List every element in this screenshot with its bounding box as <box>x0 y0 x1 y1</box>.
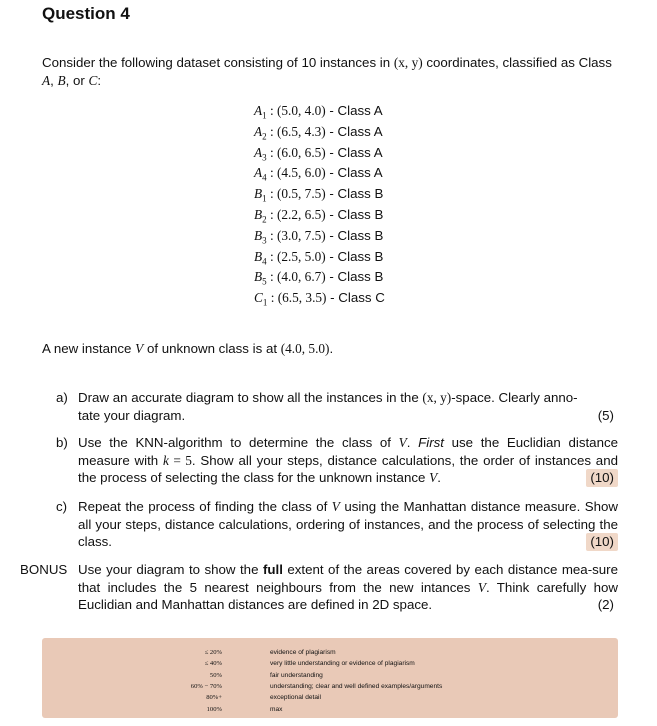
instance-row: $A_4$ : (4.5, 6.0) - Class A <box>254 165 383 184</box>
question-b-mark: (10) <box>586 469 618 487</box>
intro-paragraph: Consider the following dataset consisting of 10 instances in (x, y) coordinates, classified as Class A, B, or C: <box>42 55 612 88</box>
instance-row: $A_1$ : (5.0, 4.0) - Class A <box>254 103 383 121</box>
rubric-row <box>42 658 618 669</box>
rubric-row <box>42 692 618 703</box>
rubric-row <box>42 704 618 715</box>
instance-row: $A_2$ : (6.5, 4.3) - Class A <box>254 123 383 142</box>
instance-list <box>254 101 385 309</box>
question-b-label: b) <box>56 435 68 450</box>
rubric-range: 100% <box>206 705 222 713</box>
question-a-mark: (5) <box>597 407 614 423</box>
question-bonus-mark: (2) <box>597 597 614 612</box>
grading-rubric <box>42 638 618 718</box>
instance-row: $A_3$ : (6.0, 6.5) - Class A <box>254 144 383 163</box>
instance-row: $B_2$ : (2.2, 6.5) - Class B <box>254 206 384 225</box>
rubric-row <box>42 681 618 692</box>
rubric-range: ≤ 40% <box>204 660 222 668</box>
question-a-label: a) <box>56 390 68 405</box>
new-instance-statement: A new instance V of unknown class is at (4.0, 5.0). <box>42 341 334 356</box>
rubric-description: exceptional detail <box>270 694 321 702</box>
rubric-row <box>42 647 618 658</box>
question-heading: Question 4 <box>42 4 130 23</box>
rubric-description: understanding; clear and well defined examples/arguments <box>270 682 443 690</box>
question-bonus-label: BONUS <box>20 562 68 577</box>
question-a-text: Draw an accurate diagram to show all the instances in the (x, y)-space. Clearly anno- tate your diagram. (5) <box>78 389 618 424</box>
question-c-label: c) <box>56 499 68 514</box>
question-bonus-text: Use your diagram to show the full extent of the areas covered by each distance mea-sure that includes the 5 nearest neighbours from the new intances V. Think carefully how Euclidian and Manhattan distances are defined in 2D space. (2) <box>78 562 618 612</box>
instance-row: $C_1$ : (6.5, 3.5) - Class C <box>254 290 385 308</box>
rubric-description: fair understanding <box>270 671 323 679</box>
question-c-mark: (10) <box>586 533 618 551</box>
rubric-range: 80%+ <box>206 694 222 702</box>
rubric-description: max <box>270 705 283 713</box>
instance-row: $B_3$ : (3.0, 7.5) - Class B <box>254 227 384 246</box>
rubric-description: very little understanding or evidence of plagiarism <box>270 660 415 668</box>
rubric-range: ≤ 20% <box>204 649 222 656</box>
rubric-range: 50% <box>209 671 222 679</box>
instance-row: $B_1$ : (0.5, 7.5) - Class B <box>254 186 384 204</box>
rubric-range: 60% − 70% <box>190 682 222 690</box>
question-b-text: Use the KNN-algorithm to determine the class of V. First use the Euclidian distance measure with k = 5. Show all your steps, distance calculations, the order of instances and the process of selecting the class for the unknown instance V. (10) <box>78 435 619 485</box>
rubric-description: evidence of plagiarism <box>270 649 336 656</box>
rubric-row <box>42 670 618 681</box>
question-c-text: Repeat the process of finding the class of V using the Manhattan distance measure. Show all your steps, distance calculations, ordering of instances, and the process of selecting the class. (10) <box>78 499 618 549</box>
instance-row: $B_5$ : (4.0, 6.7) - Class B <box>254 269 384 288</box>
instance-row: $B_4$ : (2.5, 5.0) - Class B <box>254 248 384 267</box>
